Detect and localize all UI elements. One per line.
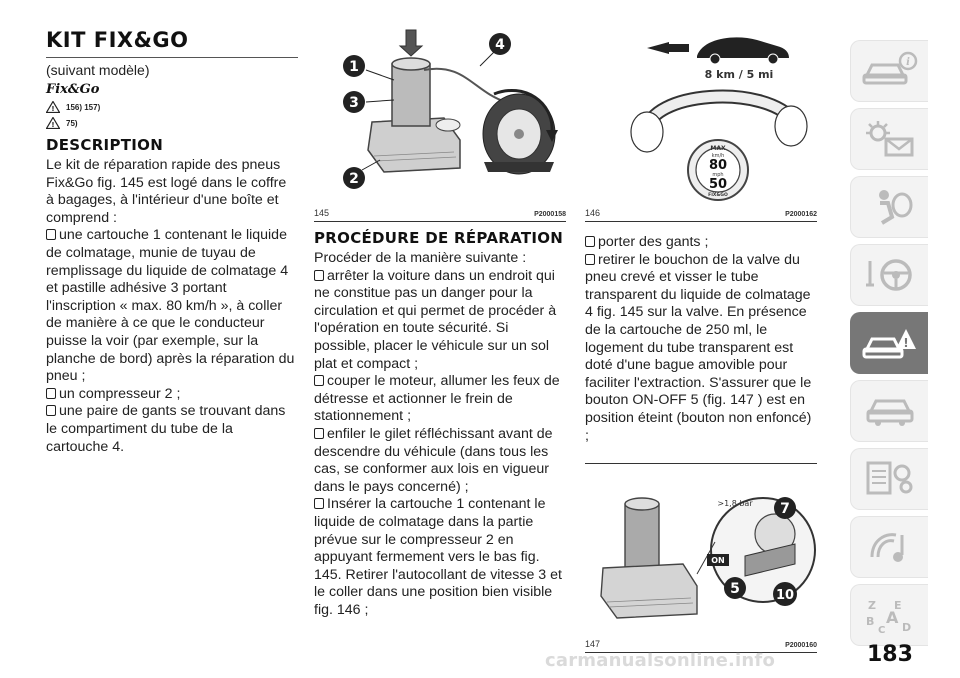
figure-number: 146 bbox=[585, 208, 601, 218]
svg-text:Z: Z bbox=[867, 599, 876, 612]
figure-147 bbox=[585, 463, 817, 653]
description-intro: Le kit de réparation rapide des pneus Fix&Go fig. 145 est logé dans le coffre à bagages, à l'intérieur d'une boîte et comprend : bbox=[46, 157, 287, 226]
bullet-icon bbox=[314, 270, 324, 281]
badge-kmh-unit: km/h bbox=[711, 153, 725, 159]
warning-ref-row bbox=[46, 101, 298, 113]
distance-label: 8 km / 5 mi bbox=[704, 68, 774, 81]
list-item bbox=[314, 426, 566, 496]
svg-text:C: C bbox=[877, 625, 885, 635]
section-heading-procedure: PROCÉDURE DE RÉPARATION bbox=[314, 229, 564, 247]
badge-mph-value: 50 bbox=[708, 177, 728, 192]
warning-references: 156) 157) bbox=[66, 102, 101, 112]
bullet-icon bbox=[585, 236, 595, 247]
steering-wheel-icon bbox=[862, 255, 918, 295]
column-description bbox=[46, 22, 298, 456]
figure-code: P2000160 bbox=[785, 642, 817, 650]
list-item bbox=[585, 252, 817, 446]
index-letters-icon bbox=[862, 595, 918, 635]
pressure-label: >1,8 bar bbox=[717, 499, 753, 509]
list-item bbox=[585, 234, 817, 252]
caution-references: 75) bbox=[66, 118, 78, 128]
tab-warning-lights[interactable] bbox=[850, 108, 928, 170]
callout-3-label: 3 bbox=[349, 95, 359, 111]
tab-technical-data[interactable] bbox=[850, 448, 928, 510]
svg-text:E: E bbox=[893, 599, 902, 612]
multimedia-icon bbox=[862, 527, 918, 567]
page-number: 183 bbox=[867, 642, 913, 667]
on-label: ON bbox=[711, 556, 725, 566]
svg-text:i: i bbox=[905, 57, 910, 68]
tab-index[interactable] bbox=[850, 584, 928, 646]
bullet-icon bbox=[46, 388, 56, 399]
svg-text:B: B bbox=[865, 615, 874, 628]
list-item bbox=[46, 403, 298, 456]
subtitle: (suivant modèle) bbox=[46, 62, 150, 78]
bullet-icon bbox=[46, 229, 56, 240]
fixgo-logo: Fix&Go bbox=[46, 82, 100, 97]
dashboard-lights-icon bbox=[862, 119, 918, 159]
figure-146 bbox=[585, 22, 817, 222]
callout-4-label: 4 bbox=[495, 37, 505, 53]
badge-brand: FIX&GO bbox=[708, 193, 728, 198]
callout-1-label: 1 bbox=[349, 59, 359, 75]
list-item bbox=[46, 386, 298, 404]
caution-ref-row bbox=[46, 117, 298, 129]
svg-text:A: A bbox=[885, 608, 898, 627]
speed-sticker-illustration bbox=[585, 22, 817, 202]
list-item-text: porter des gants ; bbox=[598, 234, 709, 250]
list-item-text: couper le moteur, allumer les feux de détresse et actionner le frein de stationnement ; bbox=[314, 373, 560, 425]
figure-code: P2000158 bbox=[534, 211, 566, 218]
car-info-icon bbox=[862, 51, 918, 91]
callout-7-label: 7 bbox=[780, 501, 790, 518]
svg-text:D: D bbox=[901, 621, 911, 634]
figure-number: 147 bbox=[585, 639, 601, 650]
list-item bbox=[46, 227, 298, 385]
callout-10-label: 10 bbox=[775, 588, 795, 604]
bullet-icon bbox=[46, 405, 56, 416]
tab-maintenance[interactable] bbox=[850, 380, 928, 442]
svg-text:!: ! bbox=[51, 121, 55, 129]
list-item-text: arrêter la voiture dans un endroit qui ne constitue pas un danger pour la circulation et qui permet de procéder à l'opération en toute sécurité. Si possible, placer le véhicule sur un sol plat et compact ; bbox=[314, 267, 557, 372]
list-item-text: enfiler le gilet réfléchissant avant de descendre du véhicule (dans tous les cas, se conformer aux lois en vigueur dans le pays concerné) ; bbox=[314, 425, 553, 495]
tab-emergency[interactable] bbox=[850, 312, 928, 374]
badge-kmh-value: 80 bbox=[708, 158, 728, 173]
car-maintenance-icon bbox=[862, 391, 918, 431]
list-item-text: un compresseur 2 ; bbox=[59, 385, 181, 402]
compressor-switch-illustration bbox=[585, 464, 817, 636]
airbag-icon bbox=[862, 187, 918, 227]
tab-safety[interactable] bbox=[850, 176, 928, 238]
caution-icon bbox=[46, 117, 60, 129]
figure-number: 145 bbox=[314, 208, 330, 218]
bullet-icon bbox=[314, 375, 324, 386]
column-procedure bbox=[314, 22, 566, 619]
callout-5-label: 5 bbox=[730, 581, 740, 598]
bullet-icon bbox=[314, 428, 324, 439]
page-title: KIT FIX&GO bbox=[46, 28, 189, 52]
watermark: carmanualsonline.info bbox=[545, 650, 776, 671]
badge-mph-unit: mph bbox=[712, 172, 724, 178]
list-item-text: Insérer la cartouche 1 contenant le liquide de colmatage dans la partie prévue sur le compresseur 2 en appuyant fermement vers le bas fig. 145. Retirer l'autocollant de vitesse 3 et le coller dans une position bien visible fig. 146 ; bbox=[314, 496, 562, 618]
column-procedure-continued bbox=[585, 22, 817, 653]
list-item bbox=[314, 496, 566, 619]
chapter-tabs bbox=[850, 40, 928, 652]
bullet-icon bbox=[585, 254, 595, 265]
svg-text:!: ! bbox=[902, 336, 909, 350]
svg-text:!: ! bbox=[51, 105, 55, 113]
figure-code: P2000162 bbox=[785, 211, 817, 218]
emergency-car-icon bbox=[862, 323, 918, 363]
list-item-text: une paire de gants se trouvant dans le compartiment du tube de la cartouche 4. bbox=[46, 403, 286, 455]
procedure-intro: Procéder de la manière suivante : bbox=[314, 250, 527, 266]
tab-starting-driving[interactable] bbox=[850, 244, 928, 306]
list-item-text: une cartouche 1 contenant le liquide de colmatage, munie de tuyau de remplissage du liquide de colmatage 4 et pastille adhésive 3 portant l'inscription « max. 80 km/h », à coller de manière à ce que le conducteur puisse la voir (par exemple, sur la planche de bord) après la réparation du pneu ; bbox=[46, 227, 295, 385]
warning-triangle-icon bbox=[46, 101, 60, 113]
list-item bbox=[314, 373, 566, 426]
repair-kit-illustration bbox=[314, 22, 566, 202]
list-item bbox=[314, 268, 566, 374]
title-divider bbox=[46, 57, 298, 58]
tab-car-info[interactable] bbox=[850, 40, 928, 102]
badge-max: MAX bbox=[710, 145, 726, 152]
list-item-text: retirer le bouchon de la valve du pneu crevé et visser le tube transparent du liquide de colmatage 4 fig. 145 sur la valve. En présence de la cartouche de 250 ml, le logement du tube transparent est doté d'une bague amovible pour faciliter l'extraction. S'assurer que le bouton ON-OFF 5 (fig. 147 ) est en position éteint (bouton non enfoncé) ; bbox=[585, 251, 812, 444]
section-heading-description: DESCRIPTION bbox=[46, 136, 164, 154]
callout-2-label: 2 bbox=[349, 171, 359, 187]
tech-data-icon bbox=[862, 459, 918, 499]
tab-multimedia[interactable] bbox=[850, 516, 928, 578]
figure-145 bbox=[314, 22, 566, 222]
bullet-icon bbox=[314, 498, 324, 509]
